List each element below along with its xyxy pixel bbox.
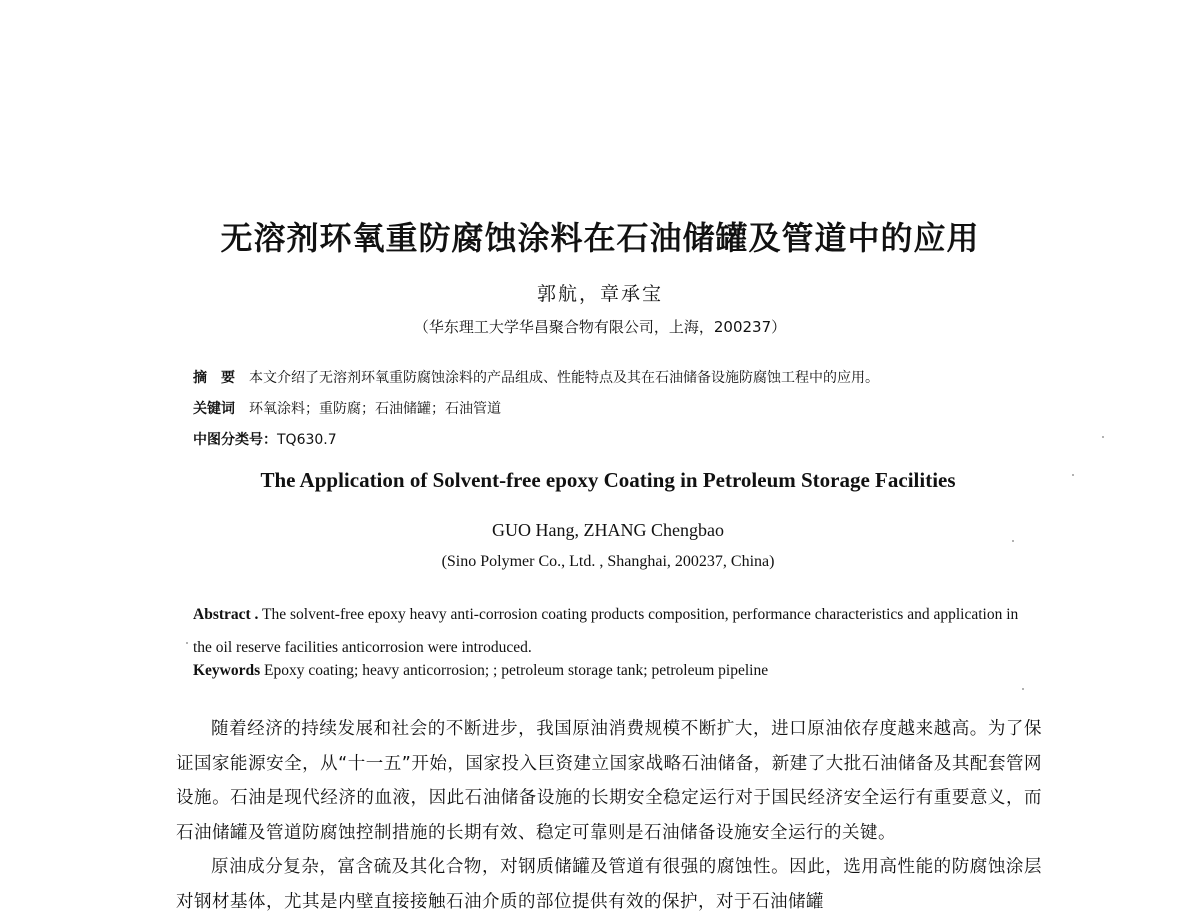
keywords-cn-text: 环氧涂料；重防腐；石油储罐；石油管道	[249, 401, 501, 417]
keywords-en-label: Keywords	[193, 662, 261, 679]
affiliation-en: (Sino Polymer Co., Ltd. , Shanghai, 200237, China)	[441, 553, 775, 570]
keywords-cn-label: 关键词	[193, 401, 235, 417]
abstract-en-text: The solvent-free epoxy heavy anti-corrosion coating products composition, performance characteristics and application in the oil reserve facilities anticorrosion were introduced.	[193, 606, 1019, 656]
paper-title-en: The Application of Solvent-free epoxy Coating in Petroleum Storage Facilities	[260, 468, 956, 492]
scan-speck	[1072, 474, 1074, 476]
body-paragraph: 随着经济的持续发展和社会的不断进步，我国原油消费规模不断扩大，进口原油依存度越来越高。为了保证国家能源安全，从“十一五”开始，国家投入巨资建立国家战略石油储备，新建了大批石油储备及其配套管网设施。石油是现代经济的血液，因此石油储备设施的长期安全稳定运行对于国民经济安全运行有重要意义，而石油储罐及管道防腐蚀控制措施的长期有效、稳定可靠则是石油储备设施安全运行的关键。	[176, 719, 1042, 843]
paper-title-cn: 无溶剂环氧重防腐蚀涂料在石油储罐及管道中的应用	[220, 219, 980, 257]
keywords-en	[193, 662, 768, 680]
abstract-en-label: Abstract .	[193, 606, 259, 623]
classification-value: TQ630.7	[277, 432, 337, 448]
affiliation-cn: （华东理工大学华昌聚合物有限公司，上海，200237）	[413, 318, 787, 336]
body-paragraph: 原油成分复杂，富含硫及其化合物，对钢质储罐及管道有很强的腐蚀性。因此，选用高性能的防腐蚀涂层对钢材基体，尤其是内壁直接接触石油介质的部位提供有效的保护，对于石油储罐	[176, 857, 1042, 912]
authors-en: GUO Hang, ZHANG Chengbao	[492, 520, 724, 540]
scan-speck	[1012, 540, 1014, 542]
authors-cn: 郭航，章承宝	[536, 283, 663, 305]
abstract-cn-text: 本文介绍了无溶剂环氧重防腐蚀涂料的产品组成、性能特点及其在石油储备设施防腐蚀工程中的应用。	[249, 370, 879, 386]
abstract-cn	[193, 367, 879, 387]
abstract-en	[193, 598, 1033, 664]
scan-speck	[186, 642, 188, 644]
scan-speck	[1022, 688, 1024, 690]
classification-label: 中图分类号：	[193, 432, 277, 448]
body-text	[176, 712, 1042, 917]
keywords-cn	[193, 398, 501, 418]
scan-speck	[1102, 436, 1104, 438]
classification-number	[193, 429, 337, 449]
abstract-cn-label: 摘 要	[193, 370, 235, 386]
keywords-en-text: Epoxy coating; heavy anticorrosion; ; petroleum storage tank; petroleum pipeline	[264, 662, 769, 679]
